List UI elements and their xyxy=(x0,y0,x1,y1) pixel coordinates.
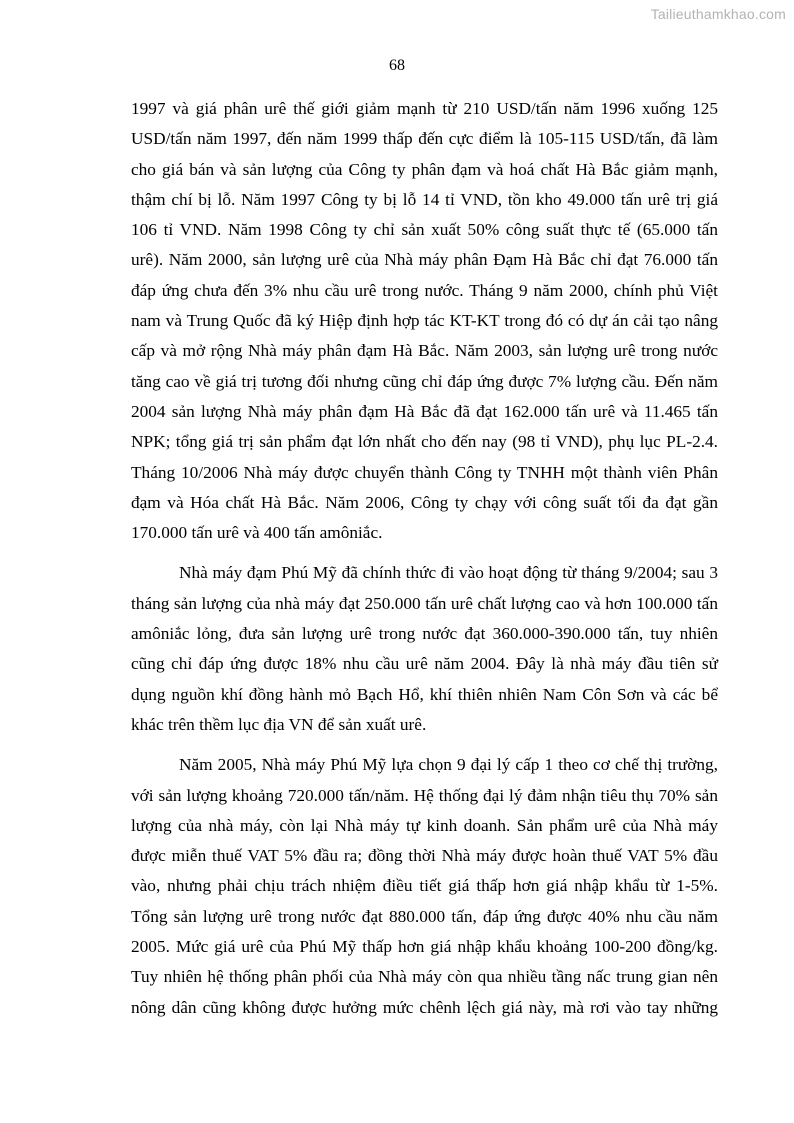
text-line: thậm chí bị lỗ. Năm 1997 Công ty bị lỗ 14 tỉ VND, tồn kho 49.000 tấn urê trị giá xyxy=(131,189,718,209)
text-line: 2004 sản lượng Nhà máy phân đạm Hà Bắc đã đạt 162.000 tấn urê và 11.465 tấn xyxy=(131,401,718,421)
document-body xyxy=(131,94,718,1023)
text-line: Tuy nhiên hệ thống phân phối của Nhà máy còn qua nhiều tầng nấc trung gian nên xyxy=(131,967,718,987)
page-number: 68 xyxy=(389,57,405,74)
text-line: khác trên thềm lục địa VN để sản xuất urê. xyxy=(131,714,427,734)
paragraph-2 xyxy=(131,558,718,740)
text-line: dụng nguồn khí đồng hành mỏ Bạch Hổ, khí thiên nhiên Nam Côn Sơn và các bể xyxy=(131,684,718,704)
text-line: Tổng sản lượng urê trong nước đạt 880.000 tấn, đáp ứng được 40% nhu cầu năm xyxy=(131,906,718,926)
text-line: 170.000 tấn urê và 400 tấn amôniắc. xyxy=(131,523,383,543)
watermark: Tailieuthamkhao.com xyxy=(650,6,786,22)
text-line: 2005. Mức giá urê của Phú Mỹ thấp hơn giá nhập khẩu khoảng 100-200 đồng/kg. xyxy=(131,937,718,957)
text-line: cho giá bán và sản lượng của Công ty phân đạm và hoá chất Hà Bắc giảm mạnh, xyxy=(131,159,718,179)
text-line: vào, nhưng phải chịu trách nhiệm điều tiết giá thấp hơn giá nhập khẩu từ 1-5%. xyxy=(131,876,718,896)
text-line: 1997 và giá phân urê thế giới giảm mạnh từ 210 USD/tấn năm 1996 xuống 125 xyxy=(131,99,718,118)
text-line: 106 tỉ VND. Năm 1998 Công ty chỉ sản xuất 50% công suất thực tế (65.000 tấn xyxy=(131,220,718,240)
text-line: Nhà máy đạm Phú Mỹ đã chính thức đi vào hoạt động từ tháng 9/2004; sau 3 xyxy=(179,563,718,583)
text-line: tăng cao về giá trị tương đối nhưng cũng chỉ đáp ứng được 7% lượng cầu. Đến năm xyxy=(131,371,718,391)
text-line: tháng sản lượng của nhà máy đạt 250.000 tấn urê chất lượng cao và hơn 100.000 tấn xyxy=(131,593,718,613)
text-line: nông dân cũng không được hưởng mức chênh lệch giá này, mà rơi vào tay những xyxy=(131,997,718,1017)
text-line: Tháng 10/2006 Nhà máy được chuyển thành Công ty TNHH một thành viên Phân xyxy=(131,462,718,482)
text-line: cấp và mở rộng Nhà máy phân đạm Hà Bắc. Năm 2003, sản lượng urê trong nước xyxy=(131,341,718,361)
text-line: đạm và Hóa chất Hà Bắc. Năm 2006, Công ty chạy với công suất tối đa đạt gần xyxy=(131,492,718,512)
text-line: cũng chỉ đáp ứng được 18% nhu cầu urê năm 2004. Đây là nhà máy đầu tiên sử xyxy=(131,654,718,674)
text-line: USD/tấn năm 1997, đến năm 1999 thấp đến cực điểm là 105-115 USD/tấn, đã làm xyxy=(131,129,718,149)
text-line: được miễn thuế VAT 5% đầu ra; đồng thời Nhà máy được hoàn thuế VAT 5% đầu xyxy=(131,846,718,866)
text-line: lượng của nhà máy, còn lại Nhà máy tự kinh doanh. Sản phẩm urê của Nhà máy xyxy=(131,815,718,835)
text-line: nam và Trung Quốc đã ký Hiệp định hợp tác KT-KT trong đó có dự án cải tạo nâng xyxy=(131,311,718,331)
text-line: với sản lượng khoảng 720.000 tấn/năm. Hệ thống đại lý đảm nhận tiêu thụ 70% sản xyxy=(131,785,718,805)
text-line: đáp ứng chưa đến 3% nhu cầu urê trong nước. Tháng 9 năm 2000, chính phủ Việt xyxy=(131,280,718,300)
text-line: urê). Năm 2000, sản lượng urê của Nhà máy phân Đạm Hà Bắc chỉ đạt 76.000 tấn xyxy=(131,250,718,270)
text-line: amôniắc lỏng, đưa sản lượng urê trong nước đạt 360.000-390.000 tấn, tuy nhiên xyxy=(131,624,718,644)
text-line: Năm 2005, Nhà máy Phú Mỹ lựa chọn 9 đại lý cấp 1 theo cơ chế thị trường, xyxy=(179,755,718,775)
paragraph-1 xyxy=(131,94,718,548)
paragraph-3 xyxy=(131,750,718,1023)
text-line: NPK; tổng giá trị sản phẩm đạt lớn nhất cho đến nay (98 tỉ VND), phụ lục PL-2.4. xyxy=(131,432,718,452)
